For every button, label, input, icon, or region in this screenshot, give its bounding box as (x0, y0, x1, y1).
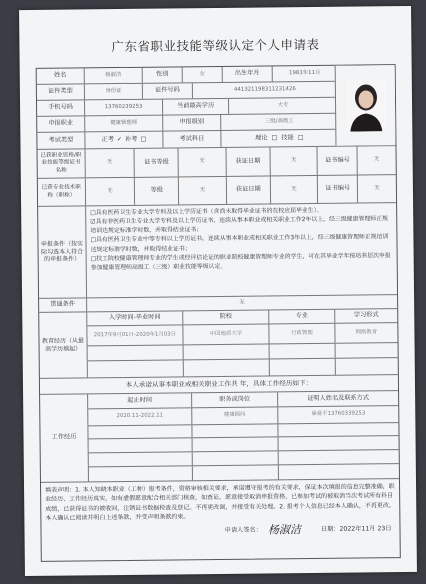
condition-item: □具有医药卫生专业大学专科及以上学历证书（含尚未取得毕业证书的在校应届毕业生）。 (90, 207, 323, 217)
id-type-label: 证件类型 (37, 84, 85, 100)
name-value: 杨淑洁 (85, 68, 143, 84)
grade-value: 无 (179, 177, 227, 204)
exam-type-label: 考试类型 (37, 132, 85, 149)
checkbox-icon: □ (140, 135, 147, 143)
subject-options (221, 130, 337, 147)
declaration-text: 填表声明：1. 本人知晓本职业（工种）报考条件，资格审核相关要求，承诺遵守报考的有关要求，保证本次填报的信息完整准确，职业经历、工作经历真实，如有虚假愿意配合相关部门核查，如查证，愿意接受取消申报资格，已参加考试的被取消当次考试所有科目成绩，已获得证书的被收回，注销证书数据检查及登记。不再更改调，并接受有关处理。2. 报考个人信息已经本人确认，不再更改。本人确认已阅读并明白上述条款，并受声明条款约束。 (45, 483, 395, 522)
id-no-value: 441321198311231426 (233, 86, 296, 93)
edu-period-value: 2017年9月01日-2020年1月03日 (87, 325, 183, 345)
form-title: 广东省职业技能等级认定个人申请表 (111, 36, 320, 55)
level-label: 申报级别 (163, 115, 221, 131)
conditions-label: 申报条件（按实际勾选本人符合的申报条件） (38, 206, 87, 297)
pass-condition-label: 贯通条件 (39, 298, 87, 312)
education-value: 大专 (277, 102, 289, 109)
birth-value: 1983年11月 (289, 69, 321, 77)
work-statement: 本人承诺从事本职业或相关职业工作共 年，具体工作经历如下： (125, 379, 313, 390)
subject-label: 考试科目 (163, 131, 221, 148)
grade-label: 等级 (135, 177, 179, 204)
title-date-value: 无 (270, 176, 318, 203)
signature-line (41, 522, 399, 540)
education-table (87, 309, 398, 377)
declaration-section (41, 479, 400, 561)
condition-item: ☑具有非医药卫生专业大学专科及以上学历证书，连续从事本职业或相关职业工作2年以上，经三级健康管理师正规培训达规定标准学时数，并取得结业证书； (90, 216, 388, 235)
work-history-label: 工作经历 (40, 394, 89, 481)
existing-cert-value: 无 (85, 149, 135, 178)
title-cert-value: 无 (86, 178, 136, 206)
work-header-reference: 证明人姓名及联系方式 (307, 394, 370, 402)
exam-type-options (85, 132, 163, 149)
name-label: 姓名 (37, 68, 85, 84)
gender-value: 女 (183, 67, 223, 82)
checkbox-icon: □ (271, 134, 278, 142)
title-cert-label: 已获专业技术职称（职称） (38, 178, 86, 205)
edu-major-value: 行政管理 (269, 324, 335, 343)
edu-header-mode: 学习形式 (353, 311, 379, 319)
exam-type-option-1: 正考 (101, 136, 114, 144)
personal-info-block (37, 65, 396, 149)
work-period-value: 2020.11-2022.11 (88, 408, 192, 425)
phone-value: 13760239253 (85, 100, 163, 116)
edu-school-value: 中国地质大学 (183, 324, 269, 344)
existing-cert-label: 已获职业资格/职业技能等级证书名称 (38, 149, 86, 177)
checkbox-icon: □ (297, 134, 304, 142)
gender-label: 性别 (143, 67, 183, 82)
cert-level-value: 无 (179, 148, 227, 176)
occupation-value: 健康管理师 (85, 116, 163, 132)
education-label: 当前最高学历 (163, 99, 229, 115)
edu-header-period: 入学时间-毕业时间 (87, 311, 183, 325)
edu-header-major: 专业 (269, 310, 335, 323)
signature-label: 申请人签名： (224, 526, 262, 535)
id-type-value: 身份证 (85, 84, 143, 100)
title-id-label: 证书编号 (318, 176, 358, 203)
handwritten-signature: 杨淑洁 (267, 523, 301, 537)
phone-label: 手机号码 (37, 100, 85, 116)
work-header-period: 起止时间 (88, 393, 192, 408)
portrait-photo-icon (345, 79, 386, 131)
cert-date-value: 无 (270, 147, 318, 175)
id-no-label: 证件号码 (143, 83, 193, 99)
pass-condition-value: 无 (239, 299, 245, 306)
applicant-photo (335, 65, 396, 146)
conditions-list (86, 203, 397, 297)
condition-item: □具有医药卫生专业中等专科以上学历证书，连续从事本职业或相关职业工作3年以上，经三级健康管理师正规培训达规定标准学时数，并取得结业证书； (90, 234, 389, 253)
level-value: 三级/高级工 (264, 118, 294, 125)
exam-type-option-2: 补考 (125, 135, 138, 143)
work-reference-value: 巢爱平13760339253 (311, 410, 366, 418)
subject-option-skill: 技能 (281, 134, 294, 142)
cert-id-value: 无 (373, 156, 380, 163)
edu-mode-value: 网络教育 (355, 328, 378, 336)
cert-id-label: 证书编号 (318, 147, 358, 175)
cert-level-label: 证书等级 (135, 148, 179, 176)
work-table (88, 391, 399, 481)
edu-header-school: 院校 (183, 310, 269, 324)
condition-item: □技工院校健康管理师专业的学生或经评估论证的职业院校健康管理师专业的学生，可在其毕业学年按培养层次申报参加健康管理师高级工（三级）职业技能等级认定。 (90, 252, 391, 272)
work-header-position: 职务或岗位 (192, 392, 278, 407)
education-history-label: 教育经历（从最高学历填起） (39, 312, 88, 377)
signature-date: 日期：2022年11月 23日 (320, 525, 392, 534)
application-form-paper (19, 6, 417, 576)
form-table (36, 64, 401, 562)
work-position-value: 健康顾问 (192, 407, 278, 424)
subject-option-theory: 理论 (255, 134, 268, 142)
title-date-label: 获证日期 (227, 176, 271, 203)
birth-label: 出生年月 (223, 66, 273, 82)
title-id-value: 无 (374, 185, 380, 192)
occupation-label: 申报职业 (37, 116, 85, 132)
check-mark-icon: ✓ (116, 135, 123, 144)
cert-date-label: 获证日期 (226, 147, 270, 175)
